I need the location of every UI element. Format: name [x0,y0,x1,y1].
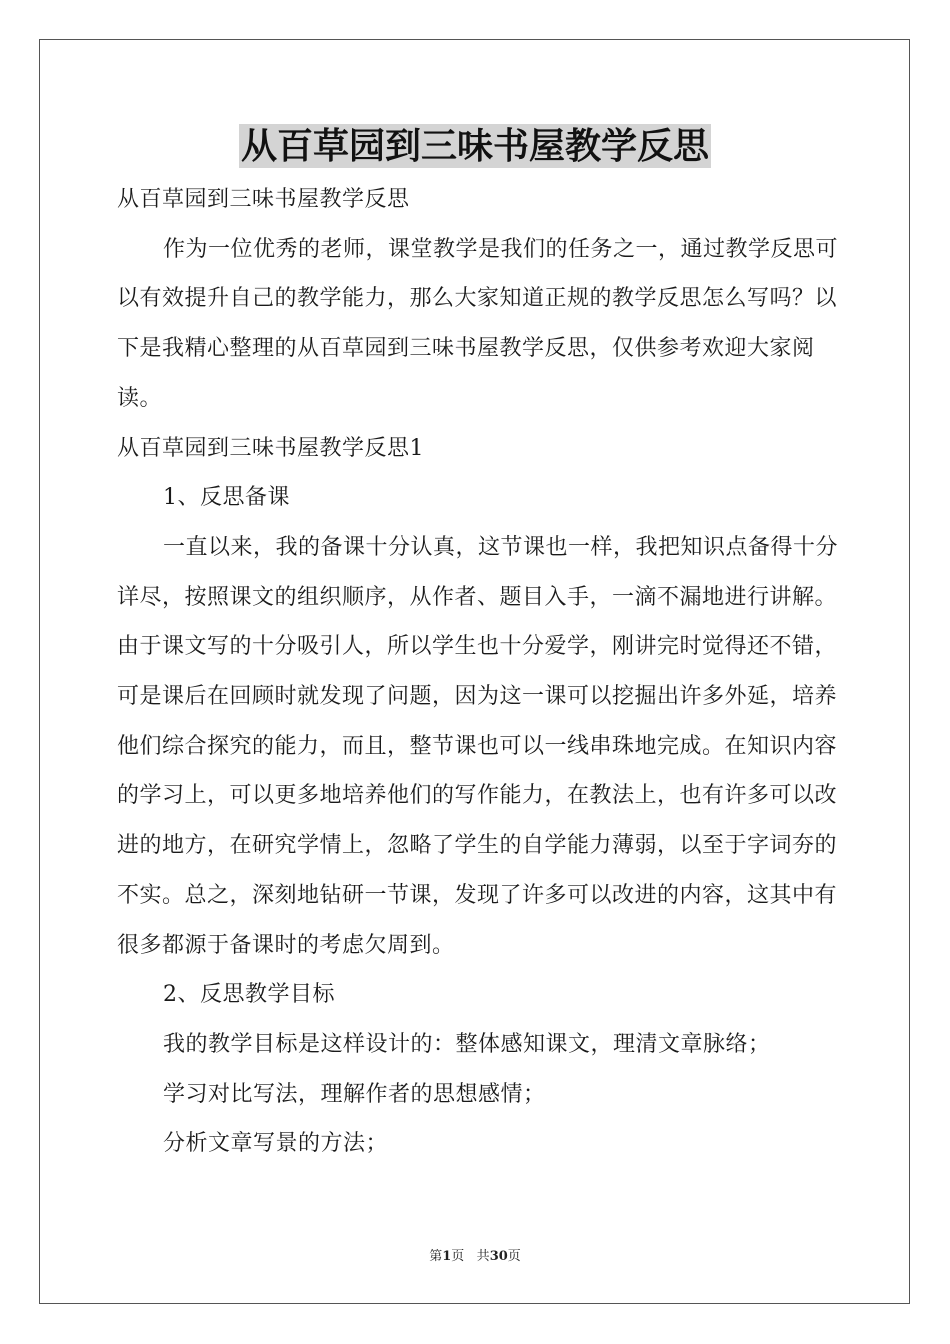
goal-line-2: 学习对比写法，理解作者的思想感情； [163,1081,546,1107]
intro-paragraph: 作为一位优秀的老师，课堂教学是我们的任务之一，通过教学反思可以有效提升自己的教学能力，那么大家知道正规的教学反思怎么写吗？以下是我精心整理的从百草园到三味书屋教学反思，仅供参考欢迎大家阅读。 [117,236,839,411]
page-number: 1 [442,1249,452,1264]
page-footer [0,1249,950,1265]
title-container [0,124,950,168]
goal-line-3: 分析文章写景的方法； [163,1131,389,1157]
document-title: 从百草园到三味书屋教学反思 [240,125,709,167]
point-heading-2: 2、反思教学目标 [163,982,335,1008]
document-subtitle: 从百草园到三味书屋教学反思 [117,187,410,212]
document-body [117,175,857,1169]
goal-line-1: 我的教学目标是这样设计的：整体感知课文，理清文章脉络； [163,1031,771,1057]
total-prefix: 共 [476,1249,490,1264]
point-body-1: 一直以来，我的备课十分认真，这节课也一样，我把知识点备得十分详尽，按照课文的组织顺序，从作者、题目入手，一滴不漏地进行讲解。由于课文写的十分吸引人，所以学生也十分爱学，刚讲完时觉得还不错，可是课后在回顾时就发现了问题，因为这一课可以挖掘出许多外延，培养他们综合探究的能力，而且，整节课也可以一线串珠地完成。在知识内容的学习上，可以更多地培养他们的写作能力，在教法上，也有许多可以改进的地方，在研究学情上，忽略了学生的自学能力薄弱，以至于字词夯的不实。总之，深刻地钻研一节课，发现了许多可以改进的内容，这其中有很多都源于备课时的考虑欠周到。 [117,534,839,958]
point-heading-1: 1、反思备课 [163,485,290,511]
total-pages: 30 [489,1249,508,1264]
section-heading: 从百草园到三味书屋教学反思1 [117,435,424,461]
page-prefix: 第 [429,1249,443,1264]
total-suffix: 页 [507,1249,521,1264]
page-suffix: 页 [451,1249,465,1264]
